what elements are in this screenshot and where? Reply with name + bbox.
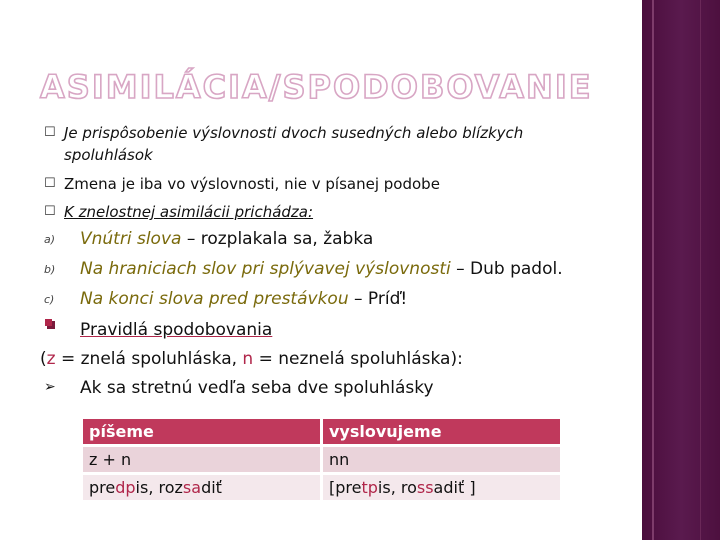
legend-line bbox=[40, 349, 463, 369]
spelling-table bbox=[80, 416, 563, 503]
item-text bbox=[80, 229, 373, 249]
bullet-text-continued: spoluhlások bbox=[64, 146, 153, 164]
item-label: a) bbox=[44, 233, 56, 246]
item-text bbox=[80, 289, 407, 309]
table-cell bbox=[323, 475, 560, 500]
item-text bbox=[80, 259, 563, 279]
box-bullet-icon: ☐ bbox=[44, 204, 56, 219]
item-highlight: Na konci slova pred prestávkou bbox=[80, 289, 349, 309]
cell-text: diť bbox=[201, 478, 222, 497]
bullet-text: K znelostnej asimilácii prichádza: bbox=[64, 203, 314, 221]
item-label: c) bbox=[44, 293, 55, 306]
item-rest: – Príď! bbox=[348, 289, 408, 309]
legend-z-text: = znelá spoluhláska, bbox=[55, 349, 243, 369]
legend-n-text: = neznelá spoluhláska): bbox=[253, 349, 463, 369]
cell-text: pre bbox=[89, 478, 116, 497]
item-highlight: Vnútri slova bbox=[80, 229, 182, 249]
table-header-cell: vyslovujeme bbox=[323, 419, 560, 444]
cell-text: adiť ] bbox=[433, 478, 476, 497]
arrow-item-text: Ak sa stretnú vedľa seba dve spoluhlásky bbox=[80, 378, 434, 398]
box-bullet-icon: ☐ bbox=[44, 125, 56, 140]
item-rest: – Dub padol. bbox=[450, 259, 563, 279]
cell-highlight: ss bbox=[416, 478, 434, 497]
square-bullet-icon bbox=[44, 318, 56, 330]
legend-open: ( bbox=[40, 349, 47, 369]
table-cell: nn bbox=[323, 447, 560, 472]
rules-heading: Pravidlá spodobovania bbox=[80, 320, 273, 340]
table-row bbox=[83, 475, 560, 500]
item-highlight: Na hraniciach slov pri splývavej výslovnosti bbox=[80, 259, 451, 279]
bullet-text: Zmena je iba vo výslovnosti, nie v písanej podobe bbox=[64, 175, 440, 193]
cell-highlight: sa bbox=[182, 478, 202, 497]
cell-text: is, roz bbox=[135, 478, 183, 497]
legend-n: n bbox=[242, 349, 254, 369]
table-cell bbox=[83, 475, 320, 500]
item-label: b) bbox=[44, 263, 56, 276]
table-header-cell: píšeme bbox=[83, 419, 320, 444]
table-cell: z + n bbox=[83, 447, 320, 472]
band-line bbox=[652, 0, 654, 540]
box-bullet-icon: ☐ bbox=[44, 176, 56, 191]
cell-text: is, ro bbox=[377, 478, 417, 497]
bullet-text: Je prispôsobenie výslovnosti dvoch susedných alebo blízkych bbox=[64, 124, 524, 142]
cell-highlight: tp bbox=[361, 478, 378, 497]
table-row bbox=[83, 447, 560, 472]
legend-z: z bbox=[46, 349, 56, 369]
arrow-bullet-icon: ➢ bbox=[44, 379, 56, 395]
item-rest: – rozplakala sa, žabka bbox=[181, 229, 374, 249]
cell-highlight: dp bbox=[115, 478, 136, 497]
cell-text: [pre bbox=[329, 478, 362, 497]
band-line bbox=[700, 0, 701, 540]
table-header-row bbox=[83, 419, 560, 444]
slide-title: ASIMILÁCIA/SPODOBOVANIE bbox=[40, 68, 593, 106]
